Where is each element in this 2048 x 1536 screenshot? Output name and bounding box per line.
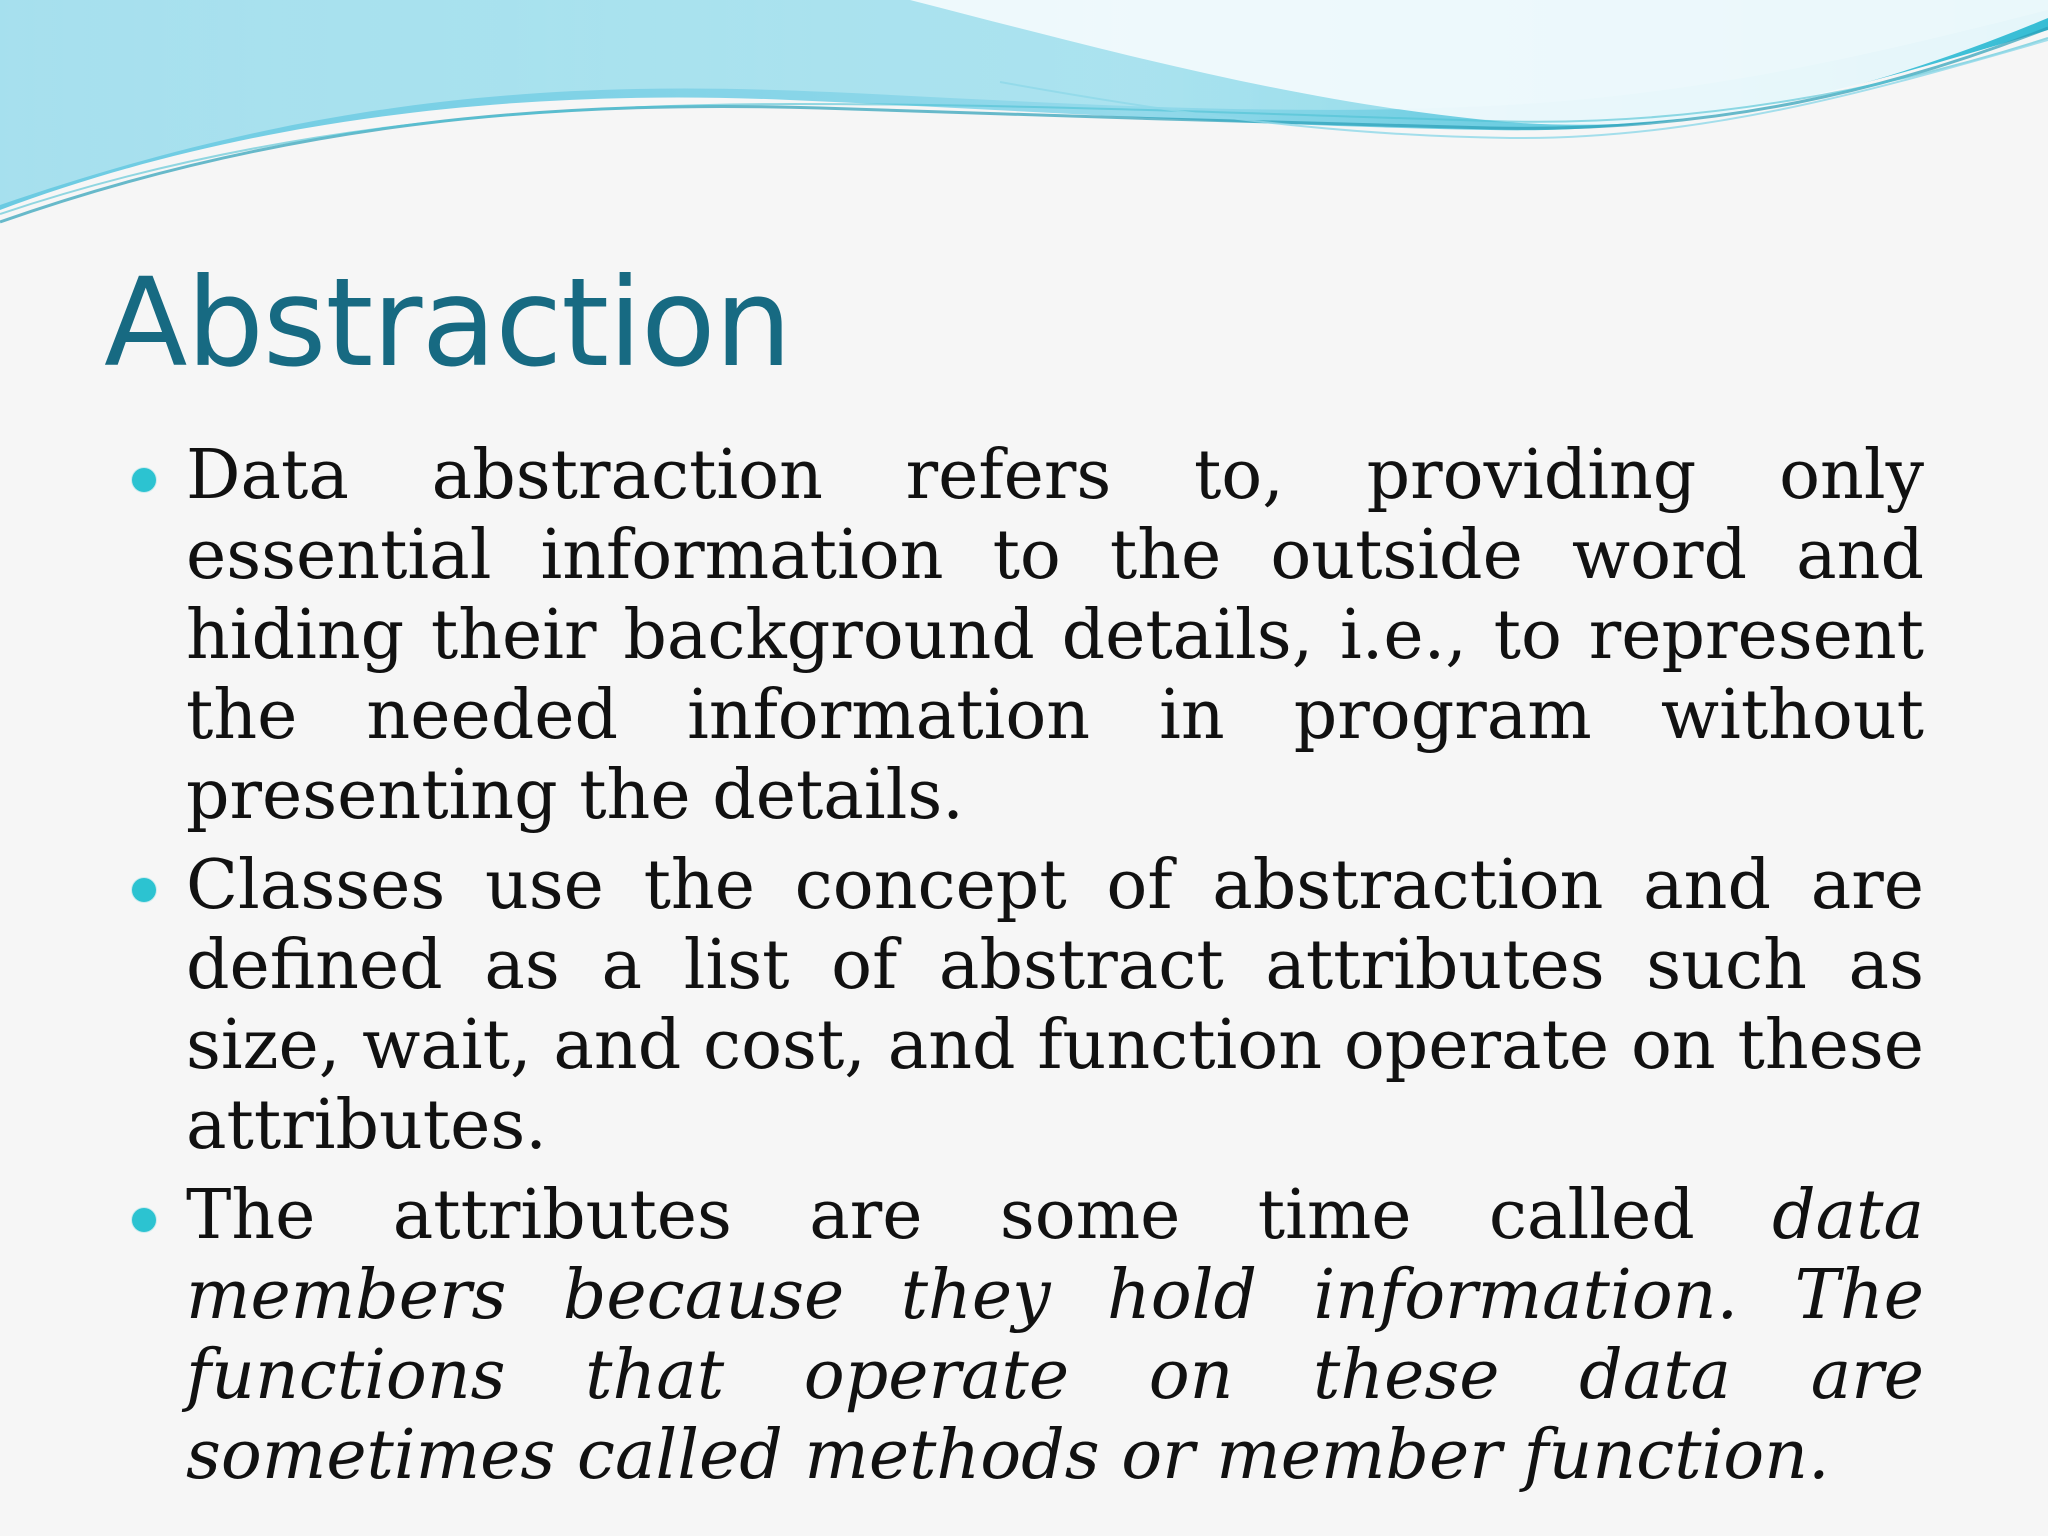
bullet-text-prefix: The attributes are some time called: [186, 1176, 1773, 1255]
bullet-dot-icon: [132, 878, 156, 902]
bullet-text: Classes use the concept of abstraction and are defined as a list of abstract attributes such as size, wait, and cost, and function operate on these attributes.: [186, 846, 1924, 1165]
slide-title: Abstraction: [104, 252, 791, 394]
bullet-item: [132, 846, 1924, 1166]
bullet-dot-icon: [132, 468, 156, 492]
bullet-item: [132, 1176, 1924, 1496]
top-wave-decoration: [0, 0, 2048, 260]
bullet-item: [132, 436, 1924, 836]
bullet-dot-icon: [132, 1208, 156, 1232]
bullet-text: Data abstraction refers to, providing only essential information to the outside word and hiding their background details, i.e., to represent the needed information in program without presenting the details.: [186, 436, 1924, 835]
bullet-list: [132, 436, 1924, 1506]
bullet-text-italic: data members because they hold information. The functions that operate on these data are sometimes called methods or member function.: [186, 1176, 1924, 1495]
